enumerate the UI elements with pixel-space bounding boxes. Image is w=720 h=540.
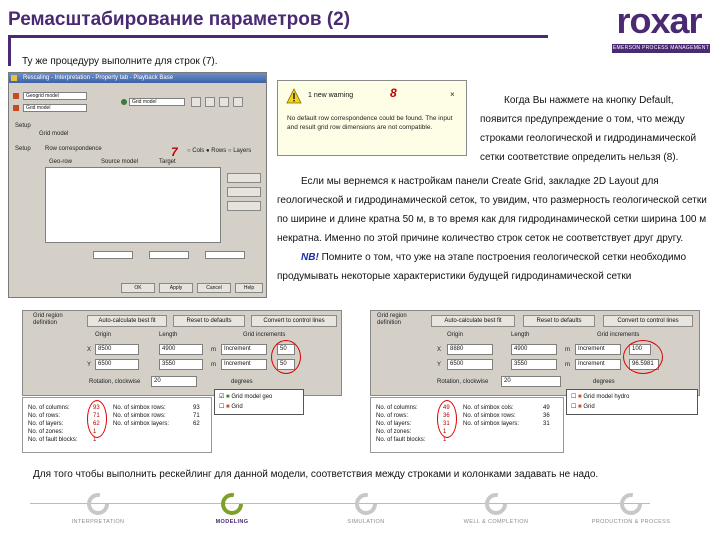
count-value: 49 xyxy=(443,405,450,411)
side-button-1[interactable] xyxy=(227,173,261,183)
row-correspondence-label: Row correspondence xyxy=(45,146,102,152)
cycle-icon xyxy=(619,492,643,516)
count-label-2: No. of simbox layers: xyxy=(113,421,170,427)
setup-tab[interactable]: Setup xyxy=(15,123,31,129)
x-mode-select[interactable]: Increment xyxy=(221,344,267,355)
origin-header: Origin xyxy=(447,332,464,338)
reset-defaults-button[interactable]: Reset to defaults xyxy=(523,315,595,327)
x-increment-field[interactable]: 50 xyxy=(277,344,295,355)
warning-icon xyxy=(286,88,302,104)
x-origin-field[interactable]: 8880 xyxy=(447,344,493,355)
count-label: No. of zones: xyxy=(376,429,412,435)
pick-button[interactable] xyxy=(191,97,201,107)
tree-item-model[interactable]: ☐ ■ Grid model hydro xyxy=(571,394,630,400)
tree-item-model-label: Grid model geo xyxy=(231,394,273,400)
warning-message: No default row correspondence could be found. The input and result grid row dimensions are not compatible. xyxy=(287,115,453,131)
default-button-explanation: Когда Вы нажмете на кнопку Default, появится предупреждение о том, что между строками геологической и гидродинамической сетки соответствие определить нельзя (8). xyxy=(480,95,697,163)
layer-index-field[interactable] xyxy=(205,251,245,259)
reset-defaults-button[interactable]: Reset to defaults xyxy=(173,315,245,327)
count-value-2: 71 xyxy=(193,413,200,419)
radio-options[interactable]: ○ Cols ● Rows ○ Layers xyxy=(187,148,252,154)
nb-text: Помните о том, что уже на этапе построения геологической сетки необходимо продумывать некоторые характеристики будущей гидродинамической сетки xyxy=(277,252,687,282)
refresh-button[interactable] xyxy=(205,97,215,107)
origin-header: Origin xyxy=(95,332,112,338)
cycle-icon xyxy=(86,492,110,516)
slide-title: Ремасштабирование параметров (2) xyxy=(8,9,351,30)
main-explanation xyxy=(277,172,709,286)
warning-title: 1 new warning xyxy=(308,92,354,99)
paragraph-create-grid: Если мы вернемся к настройкам панели Create Grid, закладке 2D Layout для геологической и гидродинамической сеток, то увидим, что размерность геологической сетки по ширине и длине кратна 50 м, в то время как для гидродинамической сетки ширина 100 м некратна. Именно по этой причине количество строк сеток не соответствует друг другу. xyxy=(277,176,707,244)
property-icon xyxy=(121,99,127,105)
rotation-label: Rotation, clockwise xyxy=(89,379,141,385)
convert-control-lines-button[interactable]: Convert to control lines xyxy=(251,315,337,327)
correspondence-list[interactable] xyxy=(45,167,221,243)
x-unit: m xyxy=(211,347,216,353)
step-modeling xyxy=(184,492,280,525)
x-label: X xyxy=(437,347,442,353)
options-button[interactable] xyxy=(219,97,229,107)
count-value-2: 49 xyxy=(543,405,550,411)
x-increment-field[interactable]: 100 xyxy=(629,344,651,355)
counts-highlight-circle xyxy=(437,400,457,438)
count-value: 36 xyxy=(443,413,450,419)
step-production-process xyxy=(576,492,686,525)
nb-label: NB! xyxy=(301,252,319,263)
count-label-2: No. of simbox rows: xyxy=(113,413,166,419)
count-value: 93 xyxy=(93,405,100,411)
grid-model-tab[interactable]: Grid model xyxy=(39,131,69,137)
x-unit: m xyxy=(565,347,570,353)
region-label: Grid region definition xyxy=(33,313,63,326)
count-label: No. of fault blocks: xyxy=(376,437,426,443)
count-value-2: 31 xyxy=(543,421,550,427)
row-index-field[interactable] xyxy=(149,251,189,259)
rotation-label: Rotation, clockwise xyxy=(437,379,489,385)
auto-calculate-button[interactable]: Auto-calculate best fit xyxy=(431,315,515,327)
count-value: 31 xyxy=(443,421,450,427)
y-unit: m xyxy=(211,362,216,368)
logo-text: roxar xyxy=(616,0,702,41)
count-value: 1 xyxy=(443,429,447,435)
y-unit: m xyxy=(565,362,570,368)
count-label: No. of columns: xyxy=(376,405,418,411)
count-value-2: 62 xyxy=(193,421,200,427)
tree-item-grid[interactable]: ☐ ■ Grid xyxy=(219,404,243,410)
marker-8: 8 xyxy=(390,86,397,100)
counts-highlight-circle xyxy=(87,400,107,438)
count-label-2: No. of simbox rows: xyxy=(463,413,516,419)
hydro-grid-counts xyxy=(370,397,564,453)
step-label: WELL & COMPLETION xyxy=(463,519,529,525)
count-value: 1 xyxy=(93,437,97,443)
rotation-unit: degrees xyxy=(231,379,253,385)
col-source-model: Source model xyxy=(101,159,139,165)
x-origin-field[interactable]: 8500 xyxy=(95,344,139,355)
cycle-icon xyxy=(484,492,508,516)
title-accent-bar xyxy=(8,38,11,66)
y-increment-field[interactable]: 96.5981 xyxy=(629,359,659,370)
count-label: No. of columns: xyxy=(28,405,70,411)
side-button-2[interactable] xyxy=(227,187,261,197)
rotation-unit: degrees xyxy=(593,379,615,385)
footer-note: Для того чтобы выполнить рескейлинг для данной модели, соответствия между строками и колонками задавать не надо. xyxy=(33,469,599,480)
increment-highlight-circle xyxy=(271,340,301,374)
geo-grid-counts xyxy=(22,397,212,453)
setup-label: Setup xyxy=(15,146,31,152)
y-origin-field[interactable]: 6500 xyxy=(95,359,139,370)
cancel-button[interactable]: Cancel xyxy=(197,283,231,293)
marker-7: 7 xyxy=(171,145,178,159)
step-label: PRODUCTION & PROCESS xyxy=(591,519,671,525)
x-length-field[interactable]: 4900 xyxy=(159,344,203,355)
count-label: No. of rows: xyxy=(376,413,409,419)
step-well-completion xyxy=(448,492,544,525)
app-icon xyxy=(11,75,17,81)
auto-calculate-button[interactable]: Auto-calculate best fit xyxy=(87,315,167,327)
workflow-steps xyxy=(0,492,720,540)
step-label: INTERPRETATION xyxy=(71,519,125,525)
x-mode-select[interactable]: Increment xyxy=(575,344,621,355)
warning-popup-screenshot xyxy=(277,80,467,156)
increments-header: Grid increments xyxy=(597,332,640,338)
y-origin-field[interactable]: 6500 xyxy=(447,359,493,370)
count-value: 62 xyxy=(93,421,100,427)
col-target: Target xyxy=(159,159,176,165)
count-label: No. of rows: xyxy=(28,413,61,419)
rotation-field[interactable]: 20 xyxy=(501,376,561,387)
region-label: Grid region definition xyxy=(377,313,407,326)
help-button[interactable]: Help xyxy=(235,283,263,293)
tree-item-grid-label: Grid xyxy=(583,404,595,410)
count-value-2: 36 xyxy=(543,413,550,419)
source-model-field[interactable]: Geogrid model xyxy=(23,92,87,100)
intro-text: Ту же процедуру выполните для строк (7). xyxy=(22,56,218,67)
y-label: Y xyxy=(87,362,92,368)
tree-item-model[interactable]: ☑ ■ Grid model geo xyxy=(219,394,273,400)
geo-model-tree xyxy=(214,389,304,415)
cycle-icon xyxy=(220,492,244,516)
target-model-field[interactable]: Grid model xyxy=(23,104,87,112)
y-mode-select[interactable]: Increment xyxy=(575,359,621,370)
rotation-field[interactable]: 20 xyxy=(151,376,197,387)
count-value: 71 xyxy=(93,413,100,419)
help-small-button[interactable] xyxy=(233,97,243,107)
tree-item-grid[interactable]: ☐ ■ Grid xyxy=(571,404,595,410)
y-length-field[interactable]: 3550 xyxy=(511,359,557,370)
column-index-field[interactable] xyxy=(93,251,133,259)
count-value-2: 93 xyxy=(193,405,200,411)
property-field[interactable]: Grid model xyxy=(129,98,185,106)
cycle-icon xyxy=(354,492,378,516)
count-label: No. of fault blocks: xyxy=(28,437,78,443)
step-interpretation xyxy=(50,492,146,525)
folder-icon xyxy=(13,93,19,99)
y-mode-select[interactable]: Increment xyxy=(221,359,267,370)
count-label: No. of zones: xyxy=(28,429,64,435)
paragraph-nb xyxy=(277,248,709,286)
col-geo-row: Geo-row xyxy=(49,159,73,165)
close-icon[interactable]: × xyxy=(450,90,455,99)
x-length-field[interactable]: 4900 xyxy=(511,344,557,355)
apply-button[interactable]: Apply xyxy=(159,283,193,293)
length-header: Length xyxy=(159,332,178,338)
y-label: Y xyxy=(437,362,442,368)
count-label: No. of layers: xyxy=(28,421,64,427)
geo-grid-layout-panel xyxy=(22,310,342,396)
length-header: Length xyxy=(511,332,530,338)
increment-highlight-circle xyxy=(623,340,663,374)
step-label: MODELING xyxy=(215,519,249,525)
title-rule xyxy=(8,35,548,38)
tree-item-grid-label: Grid xyxy=(231,404,243,410)
convert-control-lines-button[interactable]: Convert to control lines xyxy=(603,315,693,327)
ok-button[interactable]: OK xyxy=(121,283,155,293)
step-label: SIMULATION xyxy=(347,519,385,525)
roxar-logo xyxy=(606,0,712,56)
count-value: 1 xyxy=(93,429,97,435)
rescaling-dialog-screenshot xyxy=(8,72,267,298)
grid-icon xyxy=(13,105,19,111)
count-label-2: No. of simbox layers: xyxy=(463,421,520,427)
hydro-grid-layout-panel xyxy=(370,310,700,396)
step-simulation xyxy=(318,492,414,525)
hydro-model-tree xyxy=(566,389,698,415)
count-value: 1 xyxy=(443,437,447,443)
count-label: No. of layers: xyxy=(376,421,412,427)
x-label: X xyxy=(87,347,92,353)
side-button-3[interactable] xyxy=(227,201,261,211)
y-length-field[interactable]: 3550 xyxy=(159,359,203,370)
increments-header: Grid increments xyxy=(243,332,286,338)
tree-item-model-label: Grid model hydro xyxy=(583,394,630,400)
logo-tagline: EMERSON PROCESS MANAGEMENT xyxy=(612,45,710,51)
y-increment-field[interactable]: 50 xyxy=(277,359,295,370)
count-label-2: No. of simbox cols: xyxy=(463,405,514,411)
dialog-titlebar: Rescaling - Interpretation - Property tab - Playback Base xyxy=(9,73,266,83)
count-label-2: No. of simbox rows: xyxy=(113,405,166,411)
